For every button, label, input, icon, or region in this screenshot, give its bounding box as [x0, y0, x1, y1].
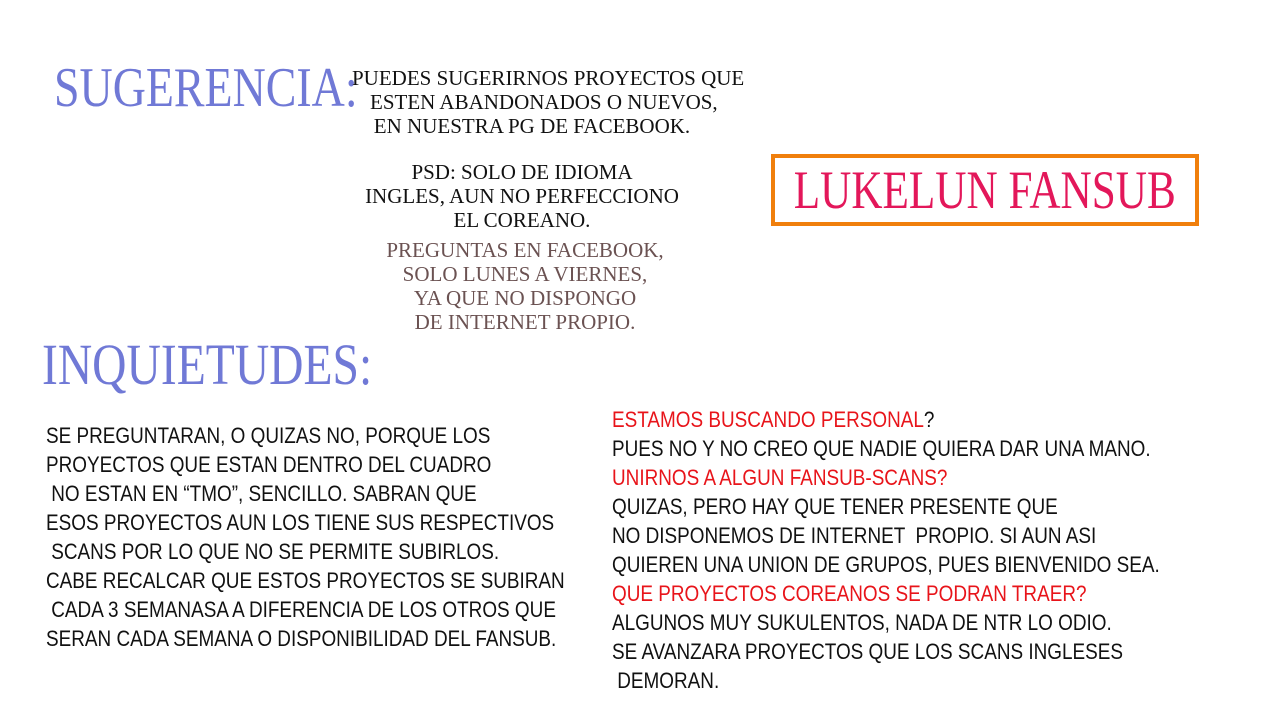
inquietudes-line: ESOS PROYECTOS AUN LOS TIENE SUS RESPECTIVOS [46, 510, 555, 535]
inquietudes-line: SE PREGUNTARAN, O QUIZAS NO, PORQUE LOS [46, 423, 491, 448]
psd-line: PSD: SOLO DE IDIOMA [411, 160, 633, 184]
inquietudes-heading: INQUIETUDES: [42, 332, 373, 397]
faq-question-2: UNIRNOS A ALGUN FANSUB-SCANS? [612, 465, 948, 490]
sugerencia-text [352, 66, 745, 138]
faq-answer-3-line: ALGUNOS MUY SUKULENTOS, NADA DE NTR LO ODIO. [612, 610, 1112, 635]
faq-answer-3-line: DEMORAN. [612, 668, 720, 693]
preguntas-note [380, 238, 670, 334]
faq-answer-3-line: SE AVANZARA PROYECTOS QUE LOS SCANS INGLESES [612, 639, 1124, 664]
preguntas-line: PREGUNTAS EN FACEBOOK, [386, 238, 664, 262]
inquietudes-line: PROYECTOS QUE ESTAN DENTRO DEL CUADRO [46, 452, 492, 477]
sugerencia-heading: SUGERENCIA: [54, 57, 358, 119]
psd-line: EL COREANO. [453, 208, 591, 232]
faq-block [612, 405, 1162, 695]
psd-line: INGLES, AUN NO PERFECCIONO [365, 184, 679, 208]
inquietudes-line: SERAN CADA SEMANA O DISPONIBILIDAD DEL FANSUB. [46, 626, 557, 651]
preguntas-line: SOLO LUNES A VIERNES, [402, 262, 648, 286]
sugerencia-line: ESTEN ABANDONADOS O NUEVOS, [370, 90, 718, 114]
inquietudes-line: CABE RECALCAR QUE ESTOS PROYECTOS SE SUBIRAN [46, 568, 565, 593]
faq-question-3: QUE PROYECTOS COREANOS SE PODRAN TRAER? [612, 581, 1087, 606]
psd-note [362, 160, 682, 232]
inquietudes-text [46, 421, 596, 653]
faq-question-1 [612, 405, 1162, 434]
faq-question-mark: ? [923, 407, 935, 432]
faq-question-text: ESTAMOS BUSCANDO PERSONAL [612, 407, 924, 432]
inquietudes-line: NO ESTAN EN “TMO”, SENCILLO. SABRAN QUE [46, 481, 477, 506]
faq-answer-2-line: NO DISPONEMOS DE INTERNET PROPIO. SI AUN ASI [612, 523, 1097, 548]
brand-label: LUKELUN FANSUB [794, 160, 1177, 220]
sugerencia-line: EN NUESTRA PG DE FACEBOOK. [373, 114, 691, 138]
inquietudes-line: SCANS POR LO QUE NO SE PERMITE SUBIRLOS. [46, 539, 500, 564]
faq-answer-1: PUES NO Y NO CREO QUE NADIE QUIERA DAR UNA MANO. [612, 436, 1151, 461]
preguntas-line: YA QUE NO DISPONGO [413, 286, 637, 310]
inquietudes-line: CADA 3 SEMANASA A DIFERENCIA DE LOS OTROS QUE [46, 597, 556, 622]
sugerencia-line: PUEDES SUGERIRNOS PROYECTOS QUE [352, 66, 745, 90]
brand-box [771, 154, 1199, 226]
faq-answer-2-line: QUIEREN UNA UNION DE GRUPOS, PUES BIENVENIDO SEA. [612, 552, 1160, 577]
preguntas-line: DE INTERNET PROPIO. [414, 310, 636, 334]
faq-answer-2-line: QUIZAS, PERO HAY QUE TENER PRESENTE QUE [612, 494, 1058, 519]
